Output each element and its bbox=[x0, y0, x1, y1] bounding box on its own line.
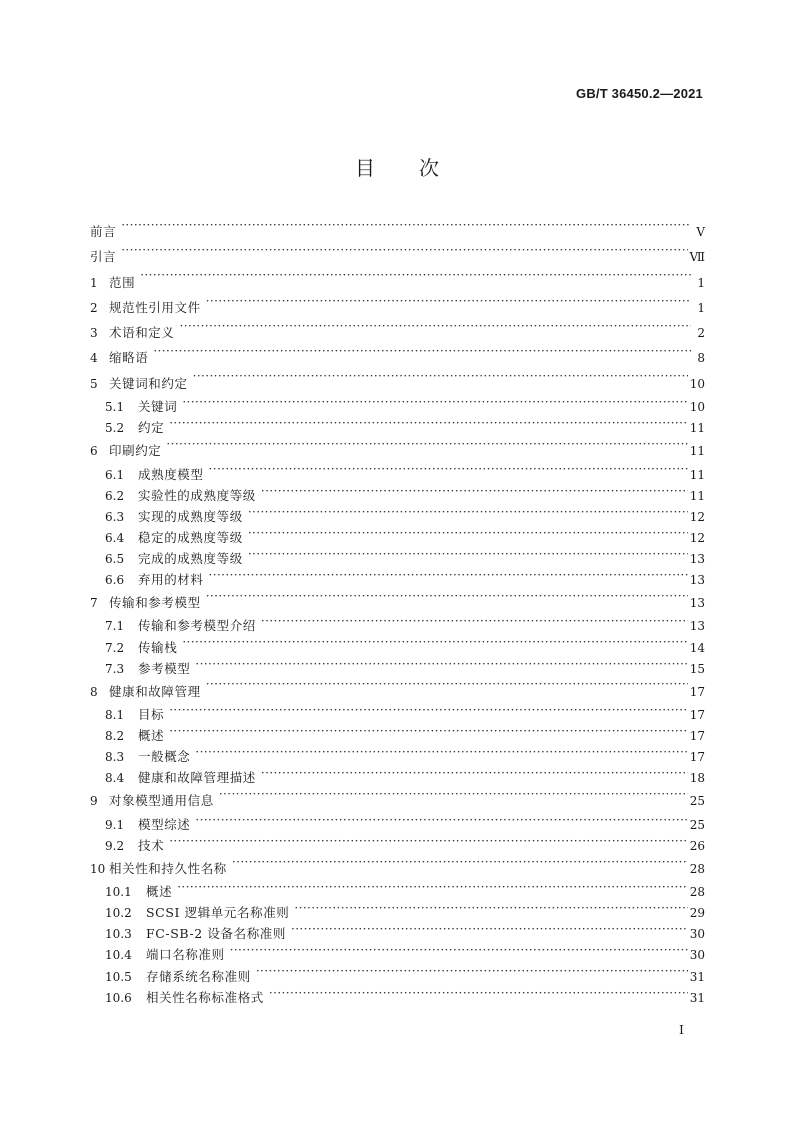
toc-entry[interactable] bbox=[90, 527, 705, 548]
toc-entry-number: 7.1 bbox=[105, 619, 125, 634]
toc-entry-label: 引言 bbox=[90, 249, 117, 265]
toc-entry[interactable] bbox=[90, 725, 705, 746]
toc-entry-page: 28 bbox=[689, 861, 705, 876]
toc-entry-number: 8 bbox=[90, 684, 98, 699]
toc-entry[interactable] bbox=[90, 767, 705, 788]
toc-entry-page: 14 bbox=[689, 640, 705, 655]
toc-entry-label: 模型综述 bbox=[138, 816, 191, 832]
standard-code: GB/T 36450.2—2021 bbox=[576, 86, 703, 101]
toc-entry-number: 3 bbox=[90, 326, 98, 341]
toc-entry-page: 18 bbox=[689, 771, 705, 786]
toc-entry-label: 术语和定义 bbox=[109, 325, 175, 341]
toc-entry[interactable] bbox=[90, 569, 705, 590]
toc-entry-number: 5.2 bbox=[105, 421, 125, 436]
toc-entry-number: 10.3 bbox=[105, 927, 132, 942]
toc-dot-leader bbox=[261, 770, 688, 783]
toc-entry-label: 约定 bbox=[138, 420, 165, 436]
toc-entry-label: 弃用的材料 bbox=[138, 572, 204, 588]
title-part-2: 次 bbox=[419, 156, 439, 180]
toc-entry-label: 相关性和持久性名称 bbox=[109, 860, 227, 876]
toc-entry-page: 11 bbox=[689, 467, 705, 482]
toc-dot-leader bbox=[261, 487, 688, 500]
toc-dot-leader bbox=[256, 968, 688, 981]
toc-dot-leader bbox=[232, 860, 688, 873]
toc-dot-leader bbox=[153, 350, 691, 363]
toc-dot-leader bbox=[195, 660, 687, 673]
toc-entry-page: 1 bbox=[697, 275, 705, 290]
toc-dot-leader bbox=[206, 595, 688, 608]
toc-entry-page: 15 bbox=[689, 661, 705, 676]
toc-dot-leader bbox=[121, 249, 687, 262]
toc-entry-label: 关键词 bbox=[138, 399, 178, 415]
toc-entry-number: 10.1 bbox=[105, 885, 132, 900]
toc-entry[interactable] bbox=[90, 590, 705, 615]
toc-dot-leader bbox=[182, 639, 687, 652]
toc-entry-label: 成熟度模型 bbox=[138, 466, 204, 482]
toc-entry-number: 10.5 bbox=[105, 969, 132, 984]
toc-entry-page: 25 bbox=[689, 794, 705, 809]
toc-entry-number: 6.6 bbox=[105, 573, 125, 588]
toc-dot-leader bbox=[121, 224, 691, 237]
toc-entry-number: 9.1 bbox=[105, 817, 125, 832]
toc-entry-number: 7 bbox=[90, 596, 98, 611]
toc-entry-page: 17 bbox=[689, 684, 705, 699]
toc-entry[interactable] bbox=[90, 396, 705, 417]
toc-dot-leader bbox=[209, 466, 688, 479]
toc-entry-label: 实验性的成熟度等级 bbox=[138, 487, 256, 503]
toc-entry-number: 10.4 bbox=[105, 948, 132, 963]
toc-entry-label: 关键词和约定 bbox=[109, 375, 188, 391]
toc-dot-leader bbox=[166, 443, 687, 456]
toc-entry-page: 1 bbox=[697, 300, 705, 315]
toc-entry-page: 13 bbox=[689, 619, 705, 634]
toc-entry-page: 12 bbox=[689, 509, 705, 524]
toc-entry[interactable] bbox=[90, 417, 705, 438]
toc-dot-leader bbox=[169, 707, 688, 720]
toc-entry-label: 对象模型通用信息 bbox=[109, 793, 214, 809]
toc-dot-leader bbox=[294, 905, 687, 918]
toc-entry[interactable] bbox=[90, 856, 705, 881]
toc-entry[interactable] bbox=[90, 987, 705, 1008]
toc-entry[interactable] bbox=[90, 219, 705, 244]
page-number: I bbox=[679, 1022, 684, 1037]
toc-dot-leader bbox=[195, 749, 687, 762]
toc-entry-number: 7.3 bbox=[105, 661, 125, 676]
toc-entry-page: 17 bbox=[689, 750, 705, 765]
toc-entry[interactable] bbox=[90, 320, 705, 345]
toc-entry-page: 30 bbox=[689, 948, 705, 963]
toc-entry-number: 7.2 bbox=[105, 640, 125, 655]
table-of-contents bbox=[90, 219, 705, 1008]
toc-entry-number: 8.2 bbox=[105, 729, 125, 744]
toc-entry[interactable] bbox=[90, 881, 705, 902]
toc-entry[interactable] bbox=[90, 966, 705, 987]
toc-entry[interactable] bbox=[90, 270, 705, 295]
toc-dot-leader bbox=[180, 325, 691, 338]
toc-entry[interactable] bbox=[90, 704, 705, 725]
toc-entry-page: Ⅶ bbox=[689, 250, 705, 265]
toc-dot-leader bbox=[230, 947, 688, 960]
toc-dot-leader bbox=[195, 816, 687, 829]
toc-entry-label: FC-SB-2 设备名称准则 bbox=[146, 926, 286, 942]
toc-entry[interactable] bbox=[90, 371, 705, 396]
toc-entry-number: 6.3 bbox=[105, 509, 125, 524]
toc-entry-number: 10.6 bbox=[105, 990, 132, 1005]
toc-entry-label: 传输栈 bbox=[138, 639, 178, 655]
toc-entry-number: 6.4 bbox=[105, 530, 125, 545]
toc-entry-number: 8.1 bbox=[105, 708, 125, 722]
toc-entry-label: 实现的成熟度等级 bbox=[138, 508, 243, 524]
toc-dot-leader bbox=[248, 550, 688, 563]
toc-entry-page: 12 bbox=[689, 530, 705, 545]
toc-entry[interactable] bbox=[90, 746, 705, 767]
toc-entry-label: 印刷约定 bbox=[109, 443, 162, 459]
toc-entry[interactable] bbox=[90, 902, 705, 923]
toc-entry-page: 10 bbox=[689, 400, 705, 415]
toc-entry[interactable] bbox=[90, 679, 705, 704]
toc-entry-number: 9 bbox=[90, 794, 98, 809]
toc-entry-page: 31 bbox=[689, 990, 705, 1005]
toc-entry[interactable] bbox=[90, 944, 705, 965]
toc-entry-number: 2 bbox=[90, 300, 98, 315]
toc-entry-page: 13 bbox=[689, 596, 705, 611]
toc-entry-label: 完成的成熟度等级 bbox=[138, 550, 243, 566]
toc-dot-leader bbox=[248, 508, 688, 521]
toc-entry[interactable] bbox=[90, 658, 705, 679]
toc-entry[interactable] bbox=[90, 814, 705, 835]
toc-entry-label: 健康和故障管理 bbox=[109, 683, 201, 699]
toc-entry-page: 17 bbox=[689, 708, 705, 722]
toc-entry-label: 缩略语 bbox=[109, 350, 149, 366]
toc-entry-label: 目标 bbox=[138, 707, 165, 722]
toc-entry-page: 25 bbox=[689, 817, 705, 832]
toc-entry-page: 8 bbox=[697, 351, 705, 366]
toc-entry-page: 10 bbox=[689, 376, 705, 391]
toc-dot-leader bbox=[169, 837, 688, 850]
toc-entry-label: 传输和参考模型 bbox=[109, 595, 201, 611]
toc-entry-page: Ⅴ bbox=[696, 225, 705, 239]
toc-dot-leader bbox=[206, 299, 691, 312]
toc-entry[interactable] bbox=[90, 345, 705, 370]
toc-entry[interactable] bbox=[90, 295, 705, 320]
toc-dot-leader bbox=[261, 618, 688, 631]
toc-entry-page: 17 bbox=[689, 729, 705, 744]
toc-entry-number: 6 bbox=[90, 444, 98, 459]
toc-entry[interactable] bbox=[90, 637, 705, 658]
toc-entry-number: 1 bbox=[90, 275, 98, 290]
toc-entry-label: 概述 bbox=[146, 884, 173, 900]
toc-entry[interactable] bbox=[90, 835, 705, 856]
toc-dot-leader bbox=[140, 274, 691, 287]
toc-dot-leader bbox=[219, 793, 688, 806]
toc-entry-number: 4 bbox=[90, 351, 98, 366]
toc-entry-label: 规范性引用文件 bbox=[109, 299, 201, 315]
page-title bbox=[0, 152, 794, 181]
toc-entry-number: 6.2 bbox=[105, 488, 125, 503]
toc-entry[interactable] bbox=[90, 244, 705, 269]
title-part-1: 目 bbox=[355, 156, 375, 180]
toc-entry-label: 前言 bbox=[90, 224, 117, 239]
toc-dot-leader bbox=[291, 926, 688, 939]
toc-dot-leader bbox=[169, 728, 688, 741]
toc-entry-page: 29 bbox=[689, 906, 705, 921]
toc-dot-leader bbox=[169, 420, 688, 433]
toc-entry-label: 健康和故障管理描述 bbox=[138, 770, 256, 786]
toc-entry[interactable] bbox=[90, 548, 705, 569]
toc-entry[interactable] bbox=[90, 485, 705, 506]
toc-dot-leader bbox=[177, 884, 688, 897]
toc-entry[interactable] bbox=[90, 923, 705, 944]
toc-dot-leader bbox=[206, 683, 688, 696]
toc-entry[interactable] bbox=[90, 615, 705, 636]
toc-entry-label: SCSI 逻辑单元名称准则 bbox=[146, 905, 290, 921]
toc-dot-leader bbox=[182, 399, 687, 412]
toc-dot-leader bbox=[209, 572, 688, 585]
toc-entry-label: 参考模型 bbox=[138, 660, 191, 676]
toc-entry-number: 8.4 bbox=[105, 771, 125, 786]
toc-entry-page: 30 bbox=[689, 927, 705, 942]
toc-entry-label: 技术 bbox=[138, 837, 165, 853]
toc-entry[interactable] bbox=[90, 464, 705, 485]
toc-entry-label: 一般概念 bbox=[138, 749, 191, 765]
toc-entry-page: 13 bbox=[689, 573, 705, 588]
toc-entry-page: 28 bbox=[689, 885, 705, 900]
toc-entry-number: 6.5 bbox=[105, 551, 125, 566]
toc-entry-number: 10 bbox=[90, 861, 106, 876]
toc-entry-label: 范围 bbox=[109, 274, 136, 290]
toc-entry-page: 26 bbox=[689, 838, 705, 853]
toc-entry-page: 11 bbox=[689, 444, 705, 459]
toc-entry-number: 9.2 bbox=[105, 838, 125, 853]
toc-dot-leader bbox=[248, 529, 688, 542]
toc-entry-label: 概述 bbox=[138, 728, 165, 744]
toc-entry-page: 31 bbox=[689, 969, 705, 984]
toc-entry-label: 相关性名称标准格式 bbox=[146, 989, 264, 1005]
toc-entry-label: 存储系统名称准则 bbox=[146, 968, 251, 984]
toc-entry-label: 端口名称准则 bbox=[146, 947, 225, 963]
toc-entry-number: 6.1 bbox=[105, 467, 125, 482]
toc-entry-number: 5.1 bbox=[105, 400, 125, 415]
toc-entry[interactable] bbox=[90, 438, 705, 463]
toc-entry-number: 10.2 bbox=[105, 906, 132, 921]
toc-dot-leader bbox=[193, 375, 688, 388]
toc-entry-label: 传输和参考模型介绍 bbox=[138, 618, 256, 634]
toc-entry-page: 2 bbox=[697, 326, 705, 341]
toc-entry-number: 5 bbox=[90, 376, 98, 391]
toc-entry[interactable] bbox=[90, 506, 705, 527]
toc-dot-leader bbox=[269, 989, 688, 1002]
toc-entry-page: 11 bbox=[689, 488, 705, 503]
toc-entry[interactable] bbox=[90, 788, 705, 813]
toc-entry-page: 13 bbox=[689, 551, 705, 566]
toc-entry-label: 稳定的成熟度等级 bbox=[138, 529, 243, 545]
toc-entry-page: 11 bbox=[689, 421, 705, 436]
toc-entry-number: 8.3 bbox=[105, 750, 125, 765]
